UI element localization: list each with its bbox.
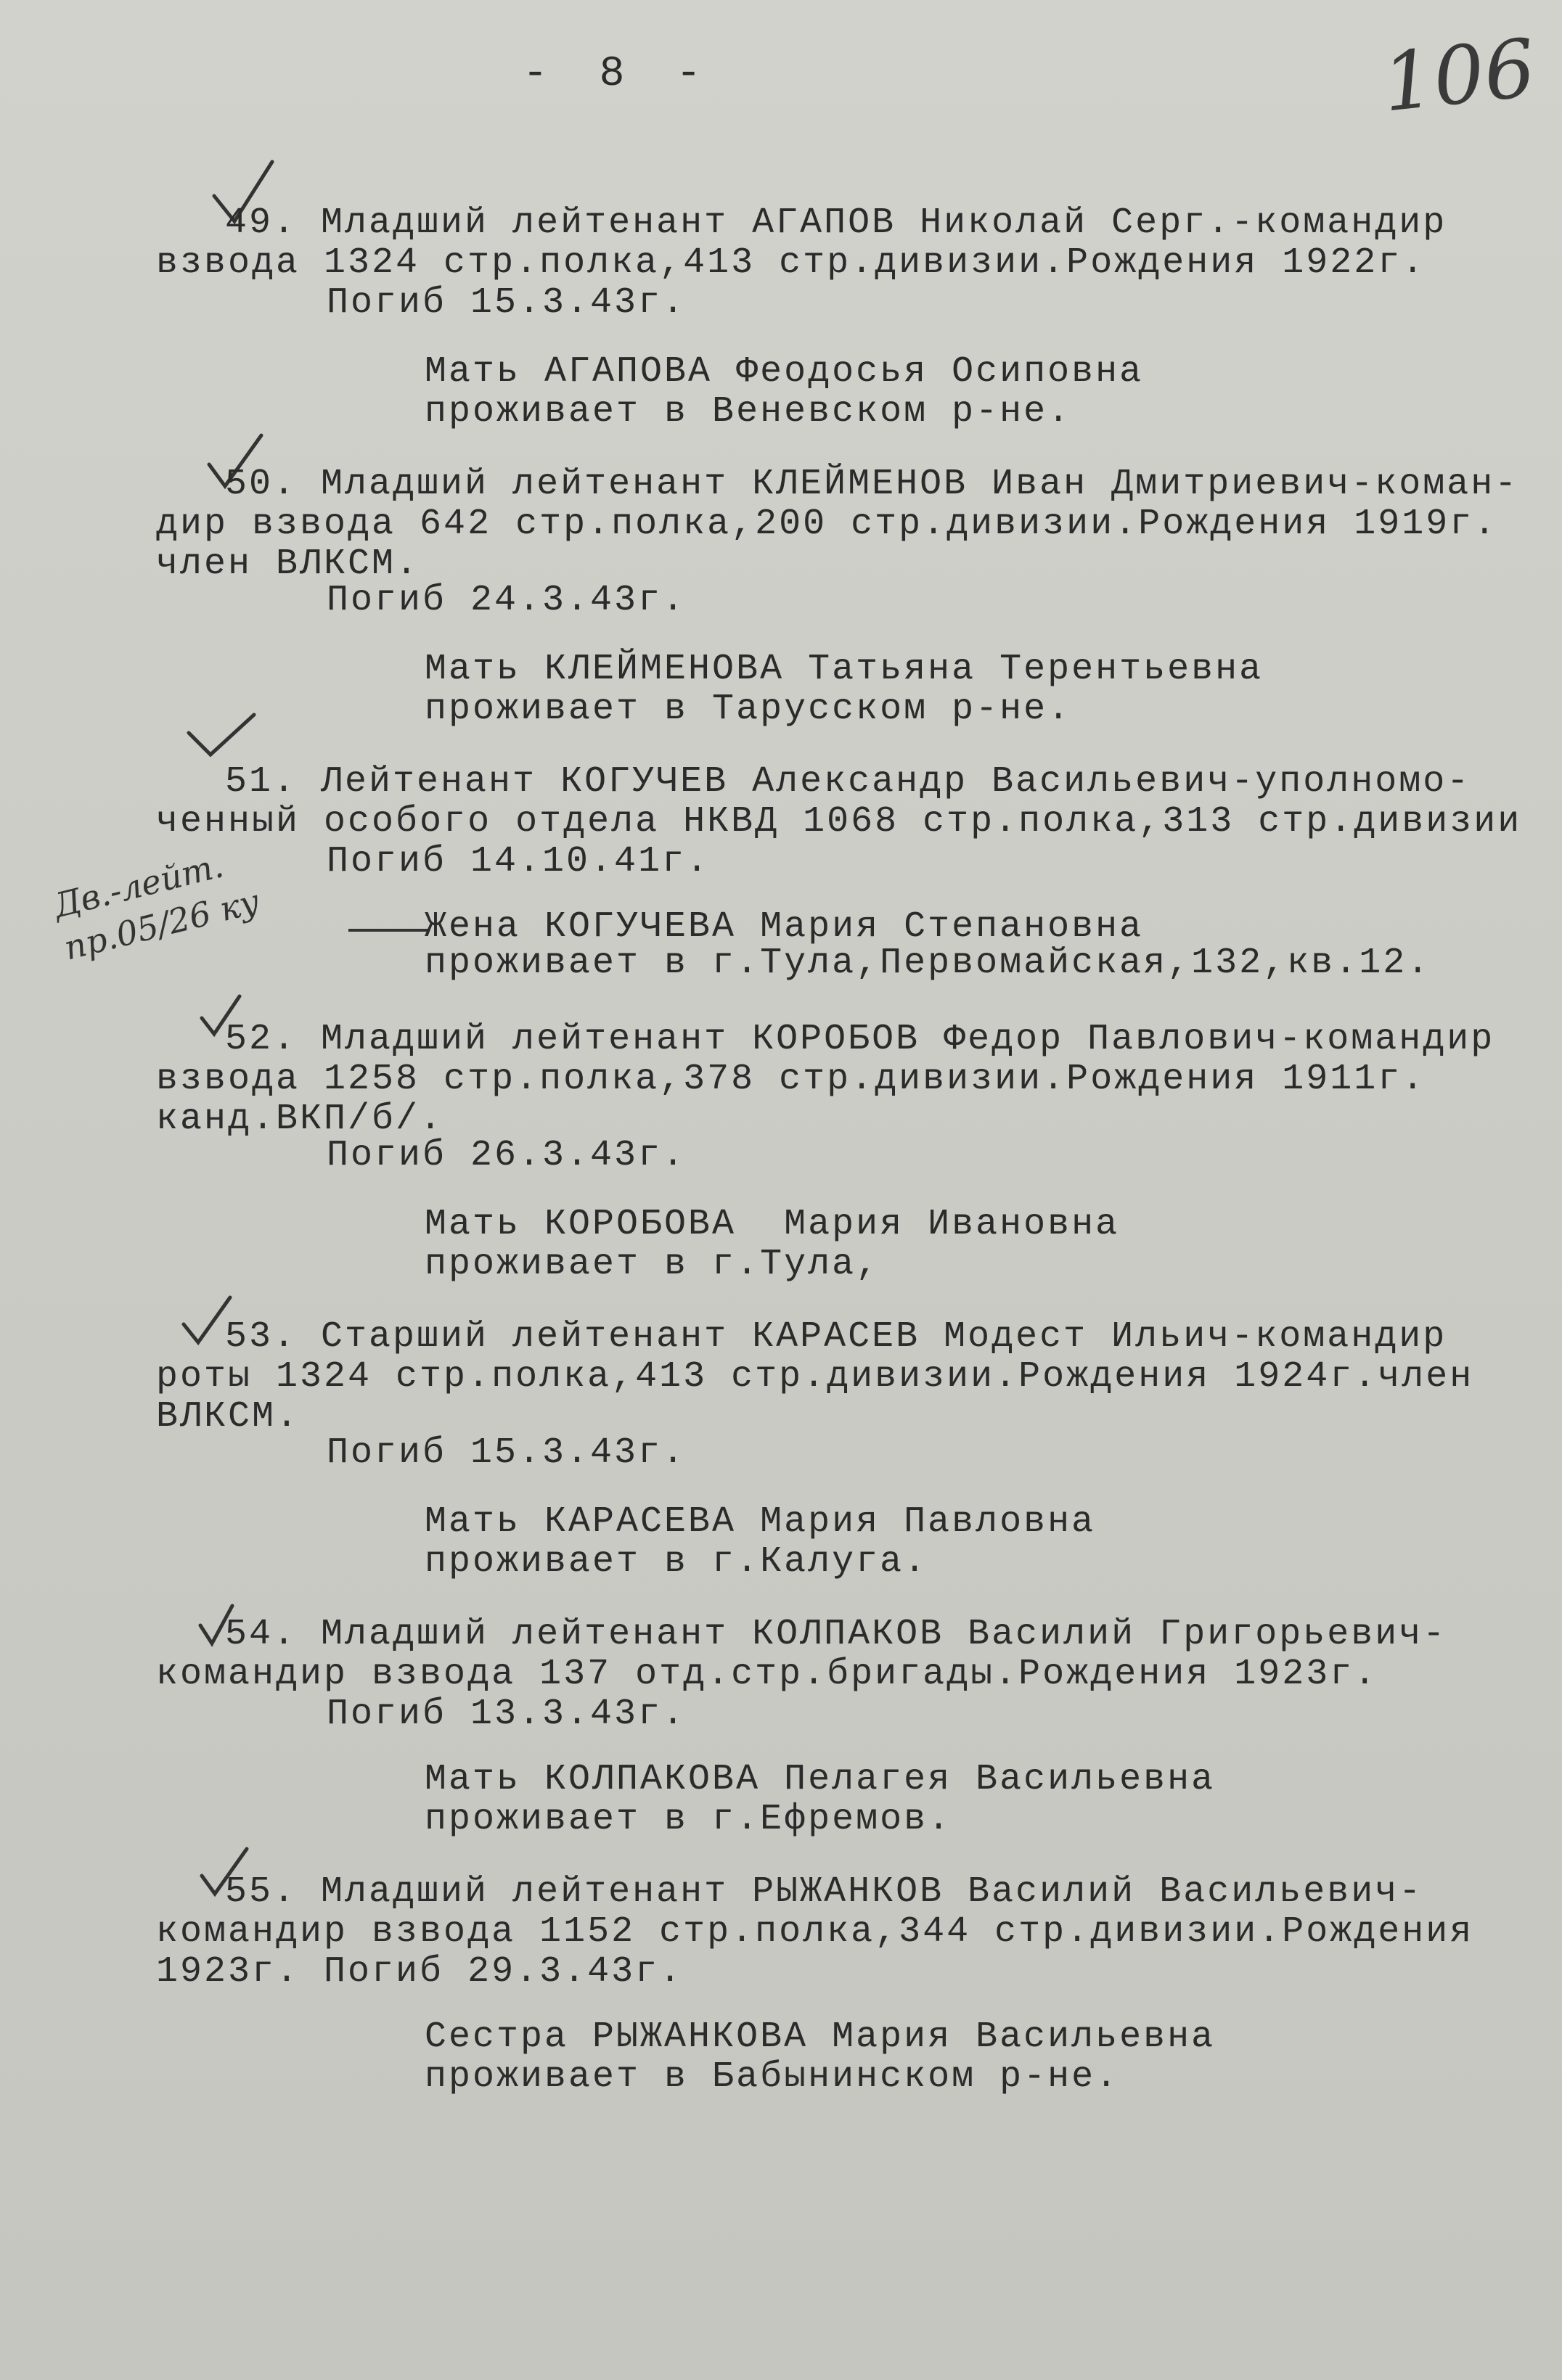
- entry-49-relative-1: Мать АГАПОВА Феодосья Осиповна: [425, 351, 1144, 393]
- entry-54-relative-2: проживает в г.Ефремов.: [425, 1799, 952, 1840]
- entry-52-line-4: Погиб 26.3.43г.: [327, 1135, 687, 1176]
- entry-49-line-1: 49. Младший лейтенант АГАПОВ Николай Серг.-командир: [225, 202, 1447, 244]
- entry-51-relative-2: проживает в г.Тула,Первомайская,132,кв.12.: [425, 943, 1431, 984]
- entry-55-relative-1: Сестра РЫЖАНКОВА Мария Васильевна: [425, 2016, 1216, 2058]
- entry-52-line-1: 52. Младший лейтенант КОРОБОВ Федор Павлович-командир: [225, 1019, 1495, 1060]
- checkmark-icon: [181, 707, 261, 766]
- entry-49-line-2: взвода 1324 стр.полка,413 стр.дивизии.Рождения 1922г.: [156, 242, 1426, 284]
- entry-55-line-2: командир взвода 1152 стр.полка,344 стр.дивизии.Рождения: [156, 1911, 1474, 1953]
- entry-55-relative-2: проживает в Бабынинском р-не.: [425, 2056, 1120, 2098]
- entry-55-line-3: 1923г. Погиб 29.3.43г.: [156, 1951, 684, 1993]
- entry-49-line-3: Погиб 15.3.43г.: [327, 282, 687, 324]
- entry-53-relative-2: проживает в г.Калуга.: [425, 1541, 928, 1583]
- entry-51-relative-1: Жена КОГУЧЕВА Мария Степановна: [425, 906, 1144, 948]
- entry-49-relative-2: проживает в Веневском р-не.: [425, 391, 1072, 432]
- entry-50-relative-2: проживает в Тарусском р-не.: [425, 689, 1072, 730]
- entry-53-line-2: роты 1324 стр.полка,413 стр.дивизии.Рождения 1924г.член: [156, 1356, 1474, 1398]
- entry-50-line-1: 50. Младший лейтенант КЛЕЙМЕНОВ Иван Дмитриевич-коман-: [225, 464, 1519, 505]
- entry-53-line-3: ВЛКСМ.: [156, 1396, 300, 1437]
- entry-52-relative-1: Мать КОРОБОВА Мария Ивановна: [425, 1204, 1120, 1245]
- entry-54-line-2: командир взвода 137 отд.стр.бригады.Рождения 1923г.: [156, 1654, 1378, 1695]
- entry-53-relative-1: Мать КАРАСЕВА Мария Павловна: [425, 1501, 1096, 1543]
- entry-51-line-2: ченный особого отдела НКВД 1068 стр.полка,313 стр.дивизии: [156, 801, 1522, 842]
- entry-50-line-4: Погиб 24.3.43г.: [327, 580, 687, 621]
- entry-50-line-2: дир взвода 642 стр.полка,200 стр.дивизии.Рождения 1919г.: [156, 504, 1498, 545]
- entry-53-line-1: 53. Старший лейтенант КАРАСЕВ Модест Ильич-командир: [225, 1316, 1447, 1358]
- entry-54-line-1: 54. Младший лейтенант КОЛПАКОВ Василий Григорьевич-: [225, 1614, 1447, 1655]
- entry-50-line-3: член ВЛКСМ.: [156, 543, 420, 585]
- entry-51-line-1: 51. Лейтенант КОГУЧЕВ Александр Васильевич-уполномо-: [225, 761, 1471, 803]
- handwritten-margin-note: Дв.-лейт. пр.05/26 ку: [49, 845, 263, 968]
- entry-52-line-3: канд.ВКП/б/.: [156, 1099, 444, 1140]
- page-number: - 8 -: [523, 51, 715, 98]
- entry-53-line-4: Погиб 15.3.43г.: [327, 1432, 687, 1474]
- entry-52-relative-2: проживает в г.Тула,: [425, 1244, 880, 1285]
- handwritten-archive-number: 106: [1378, 21, 1540, 130]
- margin-note-arrow: [348, 929, 428, 932]
- entry-50-relative-1: Мать КЛЕЙМЕНОВА Татьяна Терентьевна: [425, 649, 1264, 690]
- entry-54-relative-1: Мать КОЛПАКОВА Пелагея Васильевна: [425, 1759, 1216, 1800]
- entry-52-line-2: взвода 1258 стр.полка,378 стр.дивизии.Рождения 1911г.: [156, 1059, 1426, 1100]
- entry-51-line-3: Погиб 14.10.41г.: [327, 841, 711, 882]
- entry-55-line-1: 55. Младший лейтенант РЫЖАНКОВ Василий Васильевич-: [225, 1871, 1423, 1913]
- entry-54-line-3: Погиб 13.3.43г.: [327, 1694, 687, 1735]
